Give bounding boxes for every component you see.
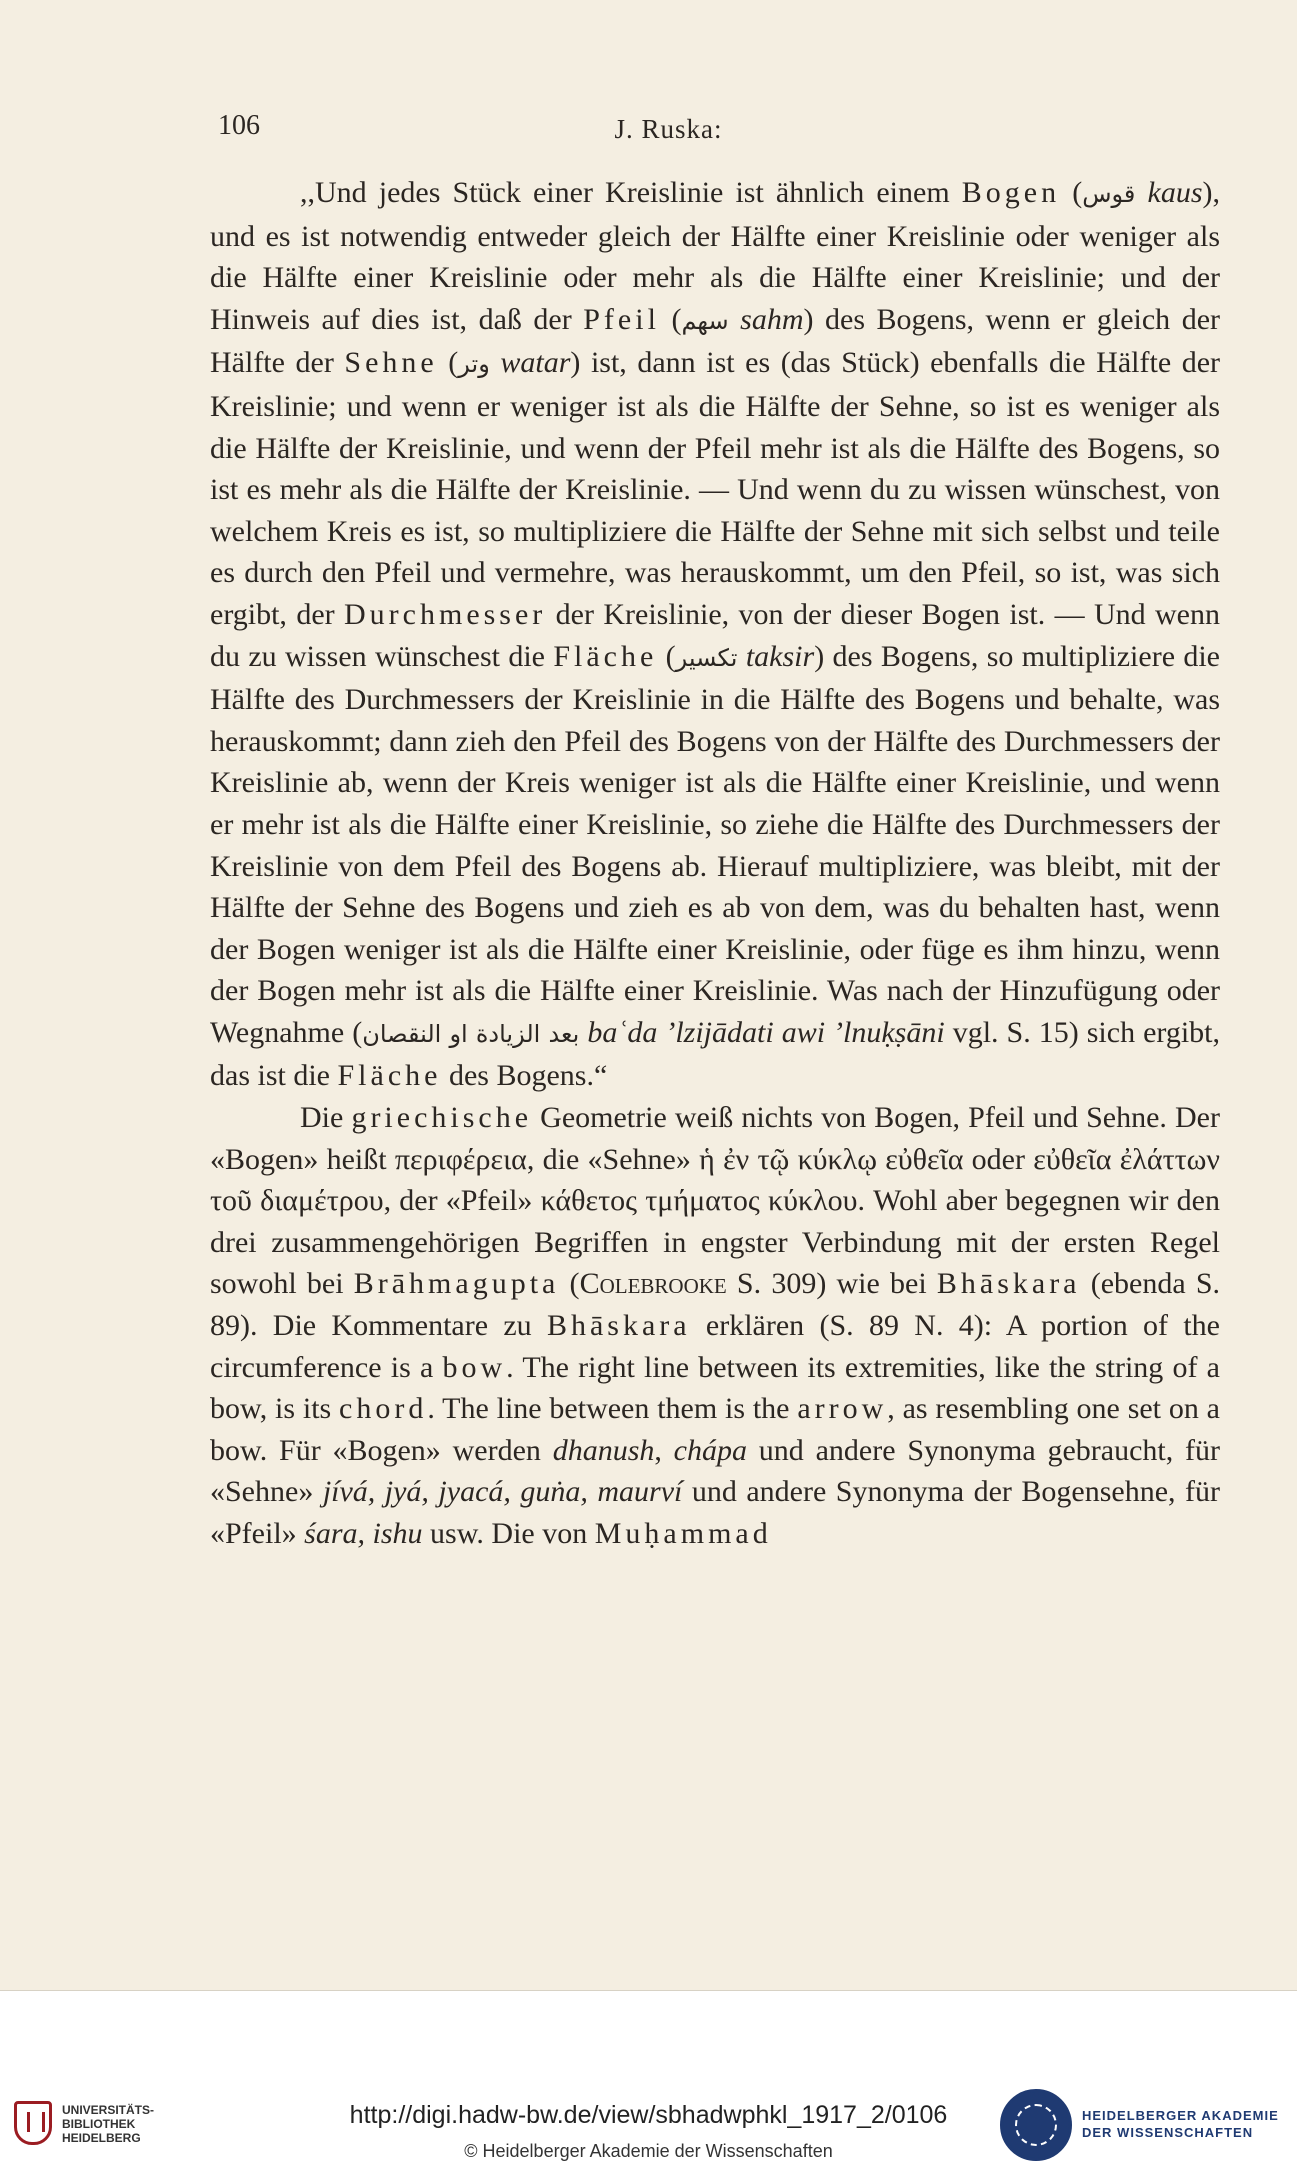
arabic-term: وتر bbox=[458, 350, 490, 379]
sanskrit-term: chápa bbox=[673, 1433, 747, 1467]
sanskrit-term: dhanush bbox=[552, 1433, 655, 1467]
text-run: , bbox=[654, 1433, 674, 1467]
transliteration: watar bbox=[500, 346, 571, 380]
text-run: der Kreislinie, von der dieser Bogen ist. — Und wenn du zu wissen wünschest die bbox=[210, 597, 1220, 673]
paragraph-1 bbox=[210, 172, 1220, 1097]
academy-name bbox=[1082, 2107, 1279, 2141]
text-run: und andere Synonyma der Bogensehne, für «Pfeil» bbox=[210, 1475, 1220, 1550]
spaced-term: Sehne bbox=[344, 346, 438, 380]
spaced-term: Bhāskara bbox=[936, 1267, 1081, 1301]
text-run: (ebenda S. 89). Die Kommentare zu bbox=[210, 1267, 1221, 1343]
text-run: erklären (S. 89 N. 4): A portion of the circumference is a bbox=[210, 1309, 1220, 1384]
spaced-term: bow bbox=[442, 1350, 507, 1384]
text-run: Die bbox=[300, 1101, 352, 1135]
text-run: . The right line between its extremities, like the string of a bow, is its bbox=[210, 1350, 1221, 1426]
spaced-term: Fläche bbox=[553, 639, 658, 673]
library-name-line: HEIDELBERG bbox=[62, 2131, 141, 2145]
library-name-line: BIBLIOTHEK bbox=[62, 2117, 136, 2131]
text-run: . The line between them is the bbox=[427, 1392, 798, 1426]
academy-seal-icon bbox=[1000, 2089, 1072, 2161]
copyright-notice: © Heidelberger Akademie der Wissenschaften bbox=[464, 2141, 833, 2161]
text-run: Geometrie weiß nichts von Bogen, Pfeil und Sehne. Der «Bogen» heißt περιφέρεια, die «Sehne» ἡ ἐν τῷ κύκλῳ εὐθεῖα oder εὐθεῖα ἐλάττων τοῦ διαμέτρου, der «Pfeil» κάθετος τμήματος κύκλου. Wohl aber begegnen wir den drei zusammengehörigen Begriffen in engster Verbindung mit der ersten Regel sowohl bei bbox=[210, 1101, 1220, 1301]
text-run: ( bbox=[659, 302, 682, 336]
text-run: ( bbox=[657, 639, 676, 673]
viewer-footer bbox=[0, 1990, 1297, 2175]
text-run: ,,Und jedes Stück einer Kreislinie ist ähnlich einem bbox=[300, 176, 962, 209]
text-run: ( bbox=[1060, 176, 1083, 209]
text-run: vgl. S. 15) sich ergibt, das ist die bbox=[210, 1015, 1221, 1093]
spaced-term: Pfeil bbox=[583, 302, 660, 336]
page-number: 106 bbox=[218, 110, 260, 141]
text-run: ) des Bogens, so multipliziere die Hälfte des Durchmessers der Kreislinie in die Hälfte des Bogens und behalte, was herauskommt; dann zieh den Pfeil des Bogens von der Hälfte des Durchmessers der Kreislinie ab, wenn der Kreis weniger ist als die Hälfte einer Kreislinie, und wenn er mehr ist als die Hälfte einer Kreislinie, so ziehe die Hälfte des Durchmessers der Kreislinie von dem Pfeil des Bogens ab. Hierauf multipliziere, was bleibt, mit der Hälfte der Sehne des Bogens und zieh es ab von dem, was du behalten hast, wenn der Bogen weniger ist als die Hälfte einer Kreislinie, oder füge es ihm hinzu, wenn der Bogen mehr ist als die Hälfte einer Kreislinie. Was nach der Hinzufügung oder Wegnahme ( bbox=[210, 639, 1220, 1049]
text-run: ), und es ist notwendig entweder gleich der Hälfte einer Kreislinie oder weniger als die Hälfte einer Kreislinie oder mehr als die Hälfte einer Kreislinie; und der Hinweis auf dies ist, daß der bbox=[210, 176, 1221, 336]
spaced-term: chord bbox=[339, 1392, 428, 1426]
text-run: und andere Synonyma gebraucht, für «Sehne» bbox=[210, 1433, 1220, 1509]
spaced-term: Fläche bbox=[337, 1059, 442, 1093]
text-run: , as resembling one set on a bow. Für «Bogen» werden bbox=[210, 1392, 1220, 1467]
transliteration: taksir bbox=[745, 639, 815, 673]
arabic-term: سهم bbox=[681, 306, 729, 335]
transliteration: baʿda ’lzijādati awi ’lnuḳṣāni bbox=[587, 1015, 945, 1049]
text-run: S. 309) wie bei bbox=[726, 1267, 937, 1301]
transliteration: kaus bbox=[1147, 176, 1203, 209]
text-run: ) des Bogens, wenn er gleich der Hälfte der bbox=[210, 302, 1221, 380]
text-run: ( bbox=[437, 346, 459, 380]
library-name-line: UNIVERSITÄTS- bbox=[62, 2103, 155, 2117]
permalink-url[interactable]: http://digi.hadw-bw.de/view/sbhadwphkl_1917_2/0106 bbox=[349, 2101, 948, 2129]
spaced-term: Bhāskara bbox=[546, 1309, 691, 1343]
spaced-term: Muḥammad bbox=[594, 1517, 772, 1550]
arabic-term: تكسير bbox=[675, 643, 738, 672]
spaced-term: Brāhmagupta bbox=[353, 1267, 560, 1301]
paragraph-2 bbox=[210, 1097, 1220, 1555]
sanskrit-term: śara, ishu bbox=[304, 1517, 423, 1550]
transliteration: sahm bbox=[740, 302, 804, 336]
running-head: J. Ruska: bbox=[614, 114, 723, 144]
text-run: ) ist, dann ist es (das Stück) ebenfalls die Hälfte der Kreislinie; und wenn er weniger ist als die Hälfte der Sehne, so ist es weniger als die Hälfte der Kreislinie, und wenn der Pfeil mehr ist als die Hälfte des Bogens, so ist es mehr als die Hälfte der Kreislinie. — Und wenn du zu wissen wünschest, von welchem Kreis es ist, so multipliziere die Hälfte der Sehne mit sich selbst und teile es durch den Pfeil und vermehre, was herauskommt, um den Pfeil, so ist, was sich ergibt, der bbox=[210, 346, 1220, 631]
text-run: ( bbox=[559, 1267, 580, 1301]
spaced-term: arrow bbox=[797, 1392, 888, 1426]
academy-logo[interactable] bbox=[1000, 2089, 1290, 2169]
text-run: des Bogens.“ bbox=[441, 1059, 608, 1093]
small-caps-name: Colebrooke bbox=[579, 1267, 727, 1301]
text-run: usw. Die von bbox=[422, 1517, 595, 1550]
spaced-term: Bogen bbox=[961, 176, 1061, 209]
spaced-term: Durchmesser bbox=[344, 597, 547, 631]
spaced-term: griechische bbox=[351, 1101, 533, 1135]
sanskrit-term: jívá, jyá, jyacá, guṅa, maurví bbox=[322, 1475, 683, 1509]
arabic-term: قوس bbox=[1082, 180, 1136, 208]
arabic-phrase: بعد الزيادة او النقصان bbox=[362, 1019, 580, 1048]
body-text bbox=[210, 172, 1220, 1555]
academy-name-line: DER WISSENSCHAFTEN bbox=[1082, 2125, 1254, 2140]
academy-name-line: HEIDELBERGER AKADEMIE bbox=[1082, 2108, 1279, 2123]
